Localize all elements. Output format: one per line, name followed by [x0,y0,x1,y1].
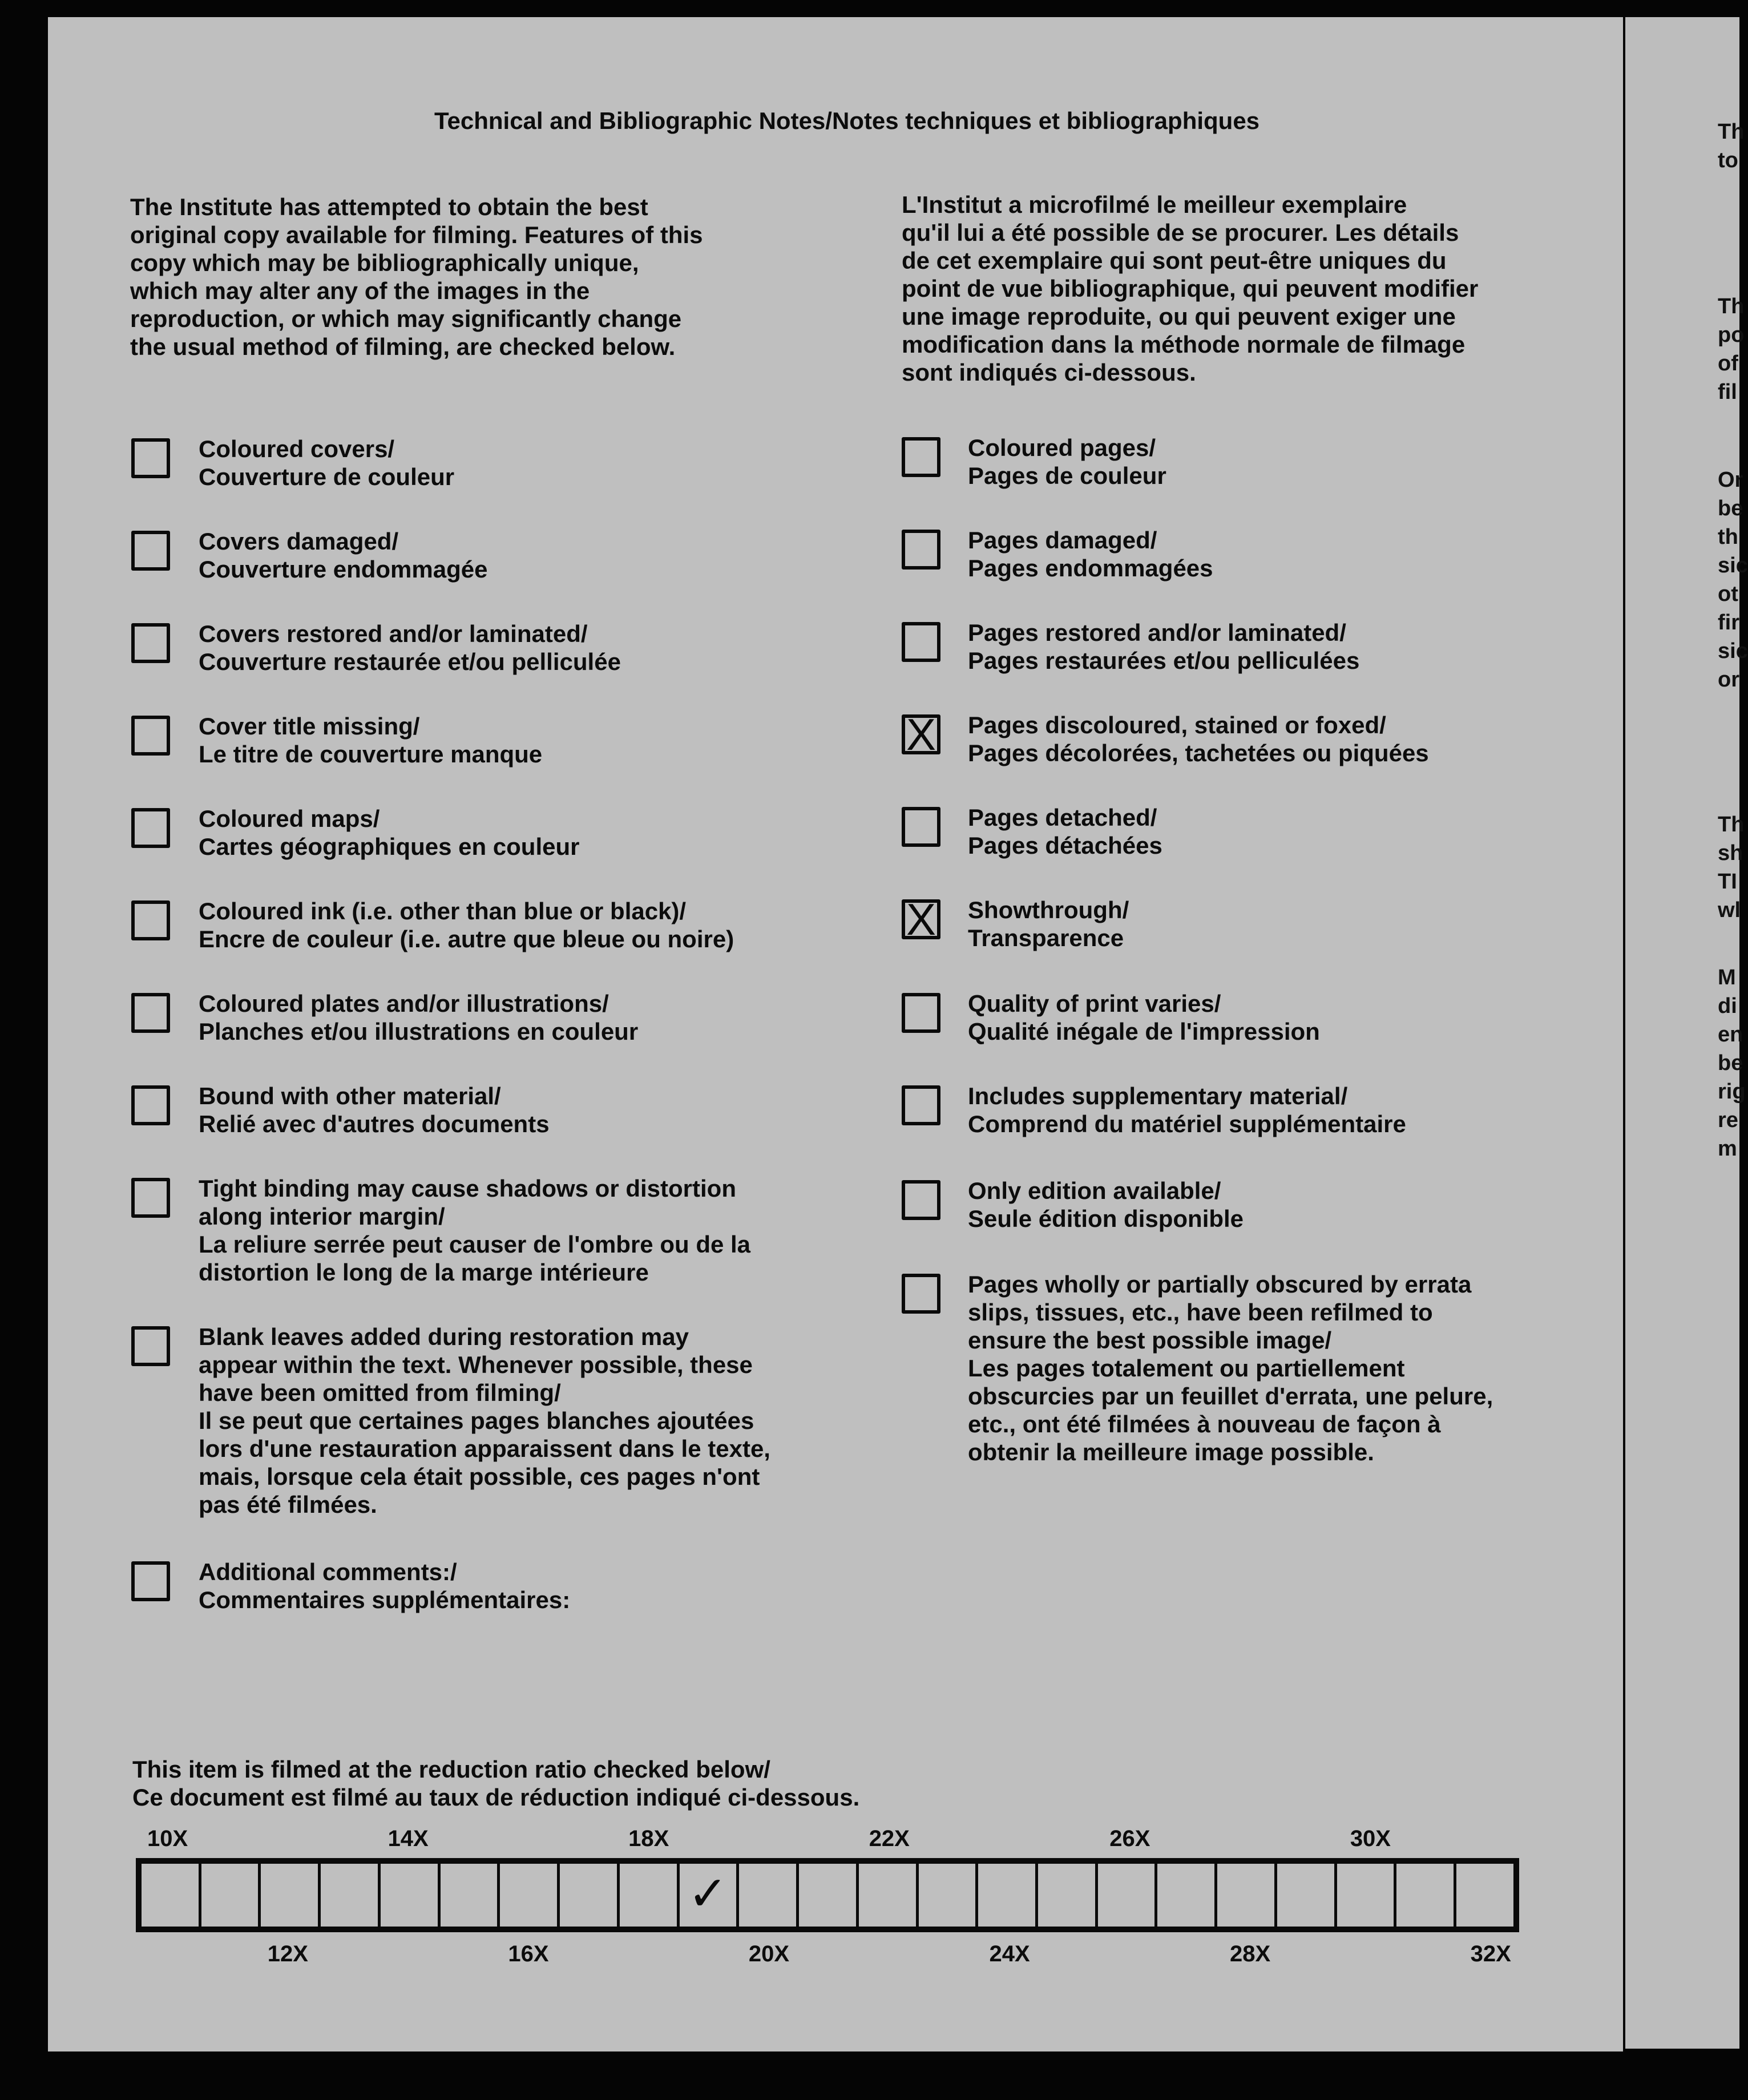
right-item-label: etc., ont été filmées à nouveau de façon à [968,1411,1441,1437]
right-item-label: Comprend du matériel supplémentaire [968,1110,1406,1137]
left-item-label: Coloured covers/ [199,435,395,462]
ratio-label-bottom: 32X [1470,1941,1511,1966]
right-item-label: Quality of print varies/ [968,990,1221,1017]
ratio-label-top: 14X [387,1826,429,1851]
ratio-cell[interactable] [919,1864,979,1927]
ratio-cell[interactable] [1098,1864,1158,1927]
right-checkbox-9[interactable] [902,1274,940,1314]
left-item-label: La reliure serrée peut causer de l'ombre ou de la [199,1231,751,1258]
left-checkbox-9[interactable] [131,1326,170,1366]
left-item-label: Commentaires supplémentaires: [199,1586,571,1613]
ratio-label-bottom: 20X [748,1941,790,1966]
right-item-label: slips, tissues, etc., have been refilmed to [968,1299,1433,1326]
right-checkbox-3[interactable] [902,709,940,760]
adjacent-page-fragment: en [1718,1023,1743,1047]
left-item-label: Coloured maps/ [199,805,380,832]
left-item-label: Blank leaves added during restoration may [199,1323,689,1350]
left-item-label: appear within the text. Whenever possible, these [199,1351,753,1378]
right-item-label: Showthrough/ [968,896,1129,923]
left-item-label: Couverture de couleur [199,463,455,490]
right-checkbox-4[interactable] [902,807,940,847]
left-item-label: Coloured ink (i.e. other than blue or black)/ [199,898,687,924]
ratio-label-top: 26X [1109,1826,1150,1851]
ratio-label-top: 10X [147,1826,188,1851]
right-checkbox-0[interactable] [902,437,940,477]
ratio-label-top: 18X [628,1826,669,1851]
ratio-cell[interactable] [441,1864,500,1927]
left-checkbox-4[interactable] [131,808,170,848]
right-checkbox-7[interactable] [902,1085,940,1125]
right-item-label: Seule édition disponible [968,1205,1244,1232]
right-checkbox-1[interactable] [902,530,940,570]
left-item-label: pas été filmées. [199,1491,377,1518]
right-item-label: Pages endommagées [968,555,1213,581]
right-item-label: Transparence [968,924,1124,951]
x-mark-icon: X [906,894,936,944]
left-item-label: Covers restored and/or laminated/ [199,620,588,647]
ratio-cell[interactable] [1217,1864,1277,1927]
adjacent-page-fragment: th [1718,525,1738,549]
adjacent-page-fragment: sh [1718,841,1743,865]
ratio-cell[interactable] [1337,1864,1397,1927]
ratio-cell[interactable] [321,1864,381,1927]
adjacent-page-fragment: fir [1718,611,1739,635]
right-item-label: Les pages totalement ou partiellement [968,1355,1405,1382]
left-item-label: have been omitted from filming/ [199,1379,561,1406]
intro-french-line: point de vue bibliographique, qui peuvent modifier [902,275,1479,302]
reduction-line-english: This item is filmed at the reduction ratio checked below/ [132,1756,770,1783]
adjacent-page-fragment: Or [1718,468,1743,492]
adjacent-page-fragment: m [1718,1137,1737,1161]
ratio-cell[interactable] [381,1864,441,1927]
adjacent-page-fragment: fil [1718,380,1737,404]
left-checkbox-2[interactable] [131,623,170,663]
left-checkbox-5[interactable] [131,900,170,940]
left-item-label: lors d'une restauration apparaissent dans le texte, [199,1435,770,1462]
left-checkbox-6[interactable] [131,993,170,1033]
ratio-cell[interactable] [1157,1864,1217,1927]
adjacent-page-fragment: rig [1718,1080,1746,1104]
ratio-cell[interactable] [680,1864,740,1927]
left-item-label: mais, lorsque cela était possible, ces pages n'ont [199,1463,760,1490]
intro-french-line: sont indiqués ci-dessous. [902,359,1196,386]
left-item-label: Cover title missing/ [199,713,420,740]
left-item-label: along interior margin/ [199,1203,445,1230]
left-item-label: Tight binding may cause shadows or distortion [199,1175,736,1202]
adjacent-page-fragment: M [1718,966,1736,990]
ratio-cell[interactable] [799,1864,859,1927]
right-item-label: Pages damaged/ [968,527,1157,554]
adjacent-page-fragment: be [1718,496,1743,520]
ratio-cell[interactable] [1396,1864,1456,1927]
ratio-label-bottom: 24X [989,1941,1030,1966]
reduction-line-french: Ce document est filmé au taux de réduction indiqué ci-dessous. [132,1784,860,1811]
right-item-label: ensure the best possible image/ [968,1327,1332,1354]
ratio-label-top: 22X [869,1826,910,1851]
ratio-label-bottom: 16X [508,1941,549,1966]
adjacent-page-fragment: Th [1718,294,1745,318]
right-item-label: Pages restaurées et/ou pelliculées [968,647,1360,674]
adjacent-page-fragment: of [1718,352,1738,375]
right-item-label: Pages de couleur [968,462,1166,489]
ratio-cell[interactable] [560,1864,620,1927]
intro-french-line: qu'il lui a été possible de se procurer. Les détails [902,219,1459,246]
intro-english-line: reproduction, or which may significantly change [130,305,682,332]
left-item-label: Cartes géographiques en couleur [199,833,580,860]
intro-french-line: L'Institut a microfilmé le meilleur exemplaire [902,191,1407,218]
adjacent-page-fragment: or [1718,668,1739,692]
right-item-label: Pages détachées [968,832,1162,859]
intro-french-line: une image reproduite, ou qui peuvent exiger une [902,303,1456,330]
left-item-label: Le titre de couverture manque [199,741,543,768]
intro-english-line: copy which may be bibliographically unique, [130,249,639,276]
adjacent-page-fragment: di [1718,994,1737,1018]
right-item-label: Pages wholly or partially obscured by errata [968,1271,1472,1298]
ratio-cell[interactable] [859,1864,919,1927]
left-item-label: distortion le long de la marge intérieure [199,1259,649,1286]
left-checkbox-7[interactable] [131,1085,170,1125]
left-item-label: Additional comments:/ [199,1558,457,1585]
ratio-cell[interactable] [1038,1864,1098,1927]
left-item-label: Il se peut que certaines pages blanches ajoutées [199,1407,754,1434]
ratio-label-bottom: 28X [1230,1941,1271,1966]
page-title: Technical and Bibliographic Notes/Notes techniques et bibliographiques [434,107,1260,134]
adjacent-page-fragment: sic [1718,554,1748,578]
right-item-label: Pages detached/ [968,804,1157,831]
ratio-cell[interactable] [142,1864,201,1927]
left-item-label: Bound with other material/ [199,1083,501,1109]
right-item-label: Coloured pages/ [968,434,1156,461]
ratio-cell[interactable] [1277,1864,1337,1927]
right-checkbox-6[interactable] [902,993,940,1033]
adjacent-page-fragment: TI [1718,870,1737,894]
adjacent-page-fragment: Th [1718,813,1745,837]
ratio-cell[interactable] [620,1864,680,1927]
left-item-label: Planches et/ou illustrations en couleur [199,1018,639,1045]
adjacent-page-fragment: be [1718,1051,1743,1075]
right-item-label: obtenir la meilleure image possible. [968,1439,1374,1465]
ratio-cell[interactable] [261,1864,321,1927]
right-checkbox-8[interactable] [902,1180,940,1220]
left-checkbox-1[interactable] [131,531,170,571]
right-item-label: Only edition available/ [968,1177,1221,1204]
intro-english-line: the usual method of filming, are checked below. [130,333,676,360]
left-item-label: Covers damaged/ [199,528,399,555]
adjacent-page-fragment: re [1718,1108,1738,1132]
right-checkbox-2[interactable] [902,622,940,662]
left-item-label: Relié avec d'autres documents [199,1110,550,1137]
intro-french-line: modification dans la méthode normale de filmage [902,331,1466,358]
intro-english-line: original copy available for filming. Features of this [130,221,703,248]
left-item-label: Couverture endommagée [199,556,488,583]
ratio-cell[interactable] [739,1864,799,1927]
adjacent-page-fragment: ot [1718,582,1738,606]
left-checkbox-8[interactable] [131,1178,170,1218]
x-mark-icon: X [906,709,936,760]
intro-french-line: de cet exemplaire qui sont peut-être uniques du [902,247,1447,274]
right-checkbox-5[interactable] [902,894,940,944]
ratio-label-bottom: 12X [267,1941,308,1966]
checkmark-icon: ✓ [688,1867,728,1920]
ratio-cell[interactable] [978,1864,1038,1927]
left-item-label: Couverture restaurée et/ou pelliculée [199,648,621,675]
reduction-ratio-grid [136,1858,1519,1932]
left-checkbox-3[interactable] [131,716,170,756]
adjacent-page-fragment: to [1718,148,1738,172]
intro-english-line: which may alter any of the images in the [130,277,590,304]
left-checkbox-10[interactable] [131,1561,170,1601]
right-item-label: Includes supplementary material/ [968,1083,1348,1109]
adjacent-page-fragment: po [1718,323,1745,347]
ratio-cell[interactable] [201,1864,261,1927]
left-item-label: Coloured plates and/or illustrations/ [199,990,609,1017]
ratio-cell[interactable] [500,1864,560,1927]
right-item-label: Pages discoloured, stained or foxed/ [968,712,1386,738]
right-item-label: Pages restored and/or laminated/ [968,619,1346,646]
adjacent-page-fragment: wl [1718,898,1741,922]
right-item-label: Qualité inégale de l'impression [968,1018,1320,1045]
ratio-label-top: 30X [1350,1826,1391,1851]
adjacent-page-fragment: sic [1718,639,1748,663]
left-item-label: Encre de couleur (i.e. autre que bleue ou noire) [199,926,734,952]
right-item-label: obscurcies par un feuillet d'errata, une pelure, [968,1383,1493,1410]
ratio-cell[interactable] [1456,1864,1513,1927]
left-checkbox-0[interactable] [131,438,170,478]
intro-english-line: The Institute has attempted to obtain the best [130,193,648,220]
adjacent-page-fragment: Th [1718,120,1745,144]
right-item-label: Pages décolorées, tachetées ou piquées [968,740,1429,766]
